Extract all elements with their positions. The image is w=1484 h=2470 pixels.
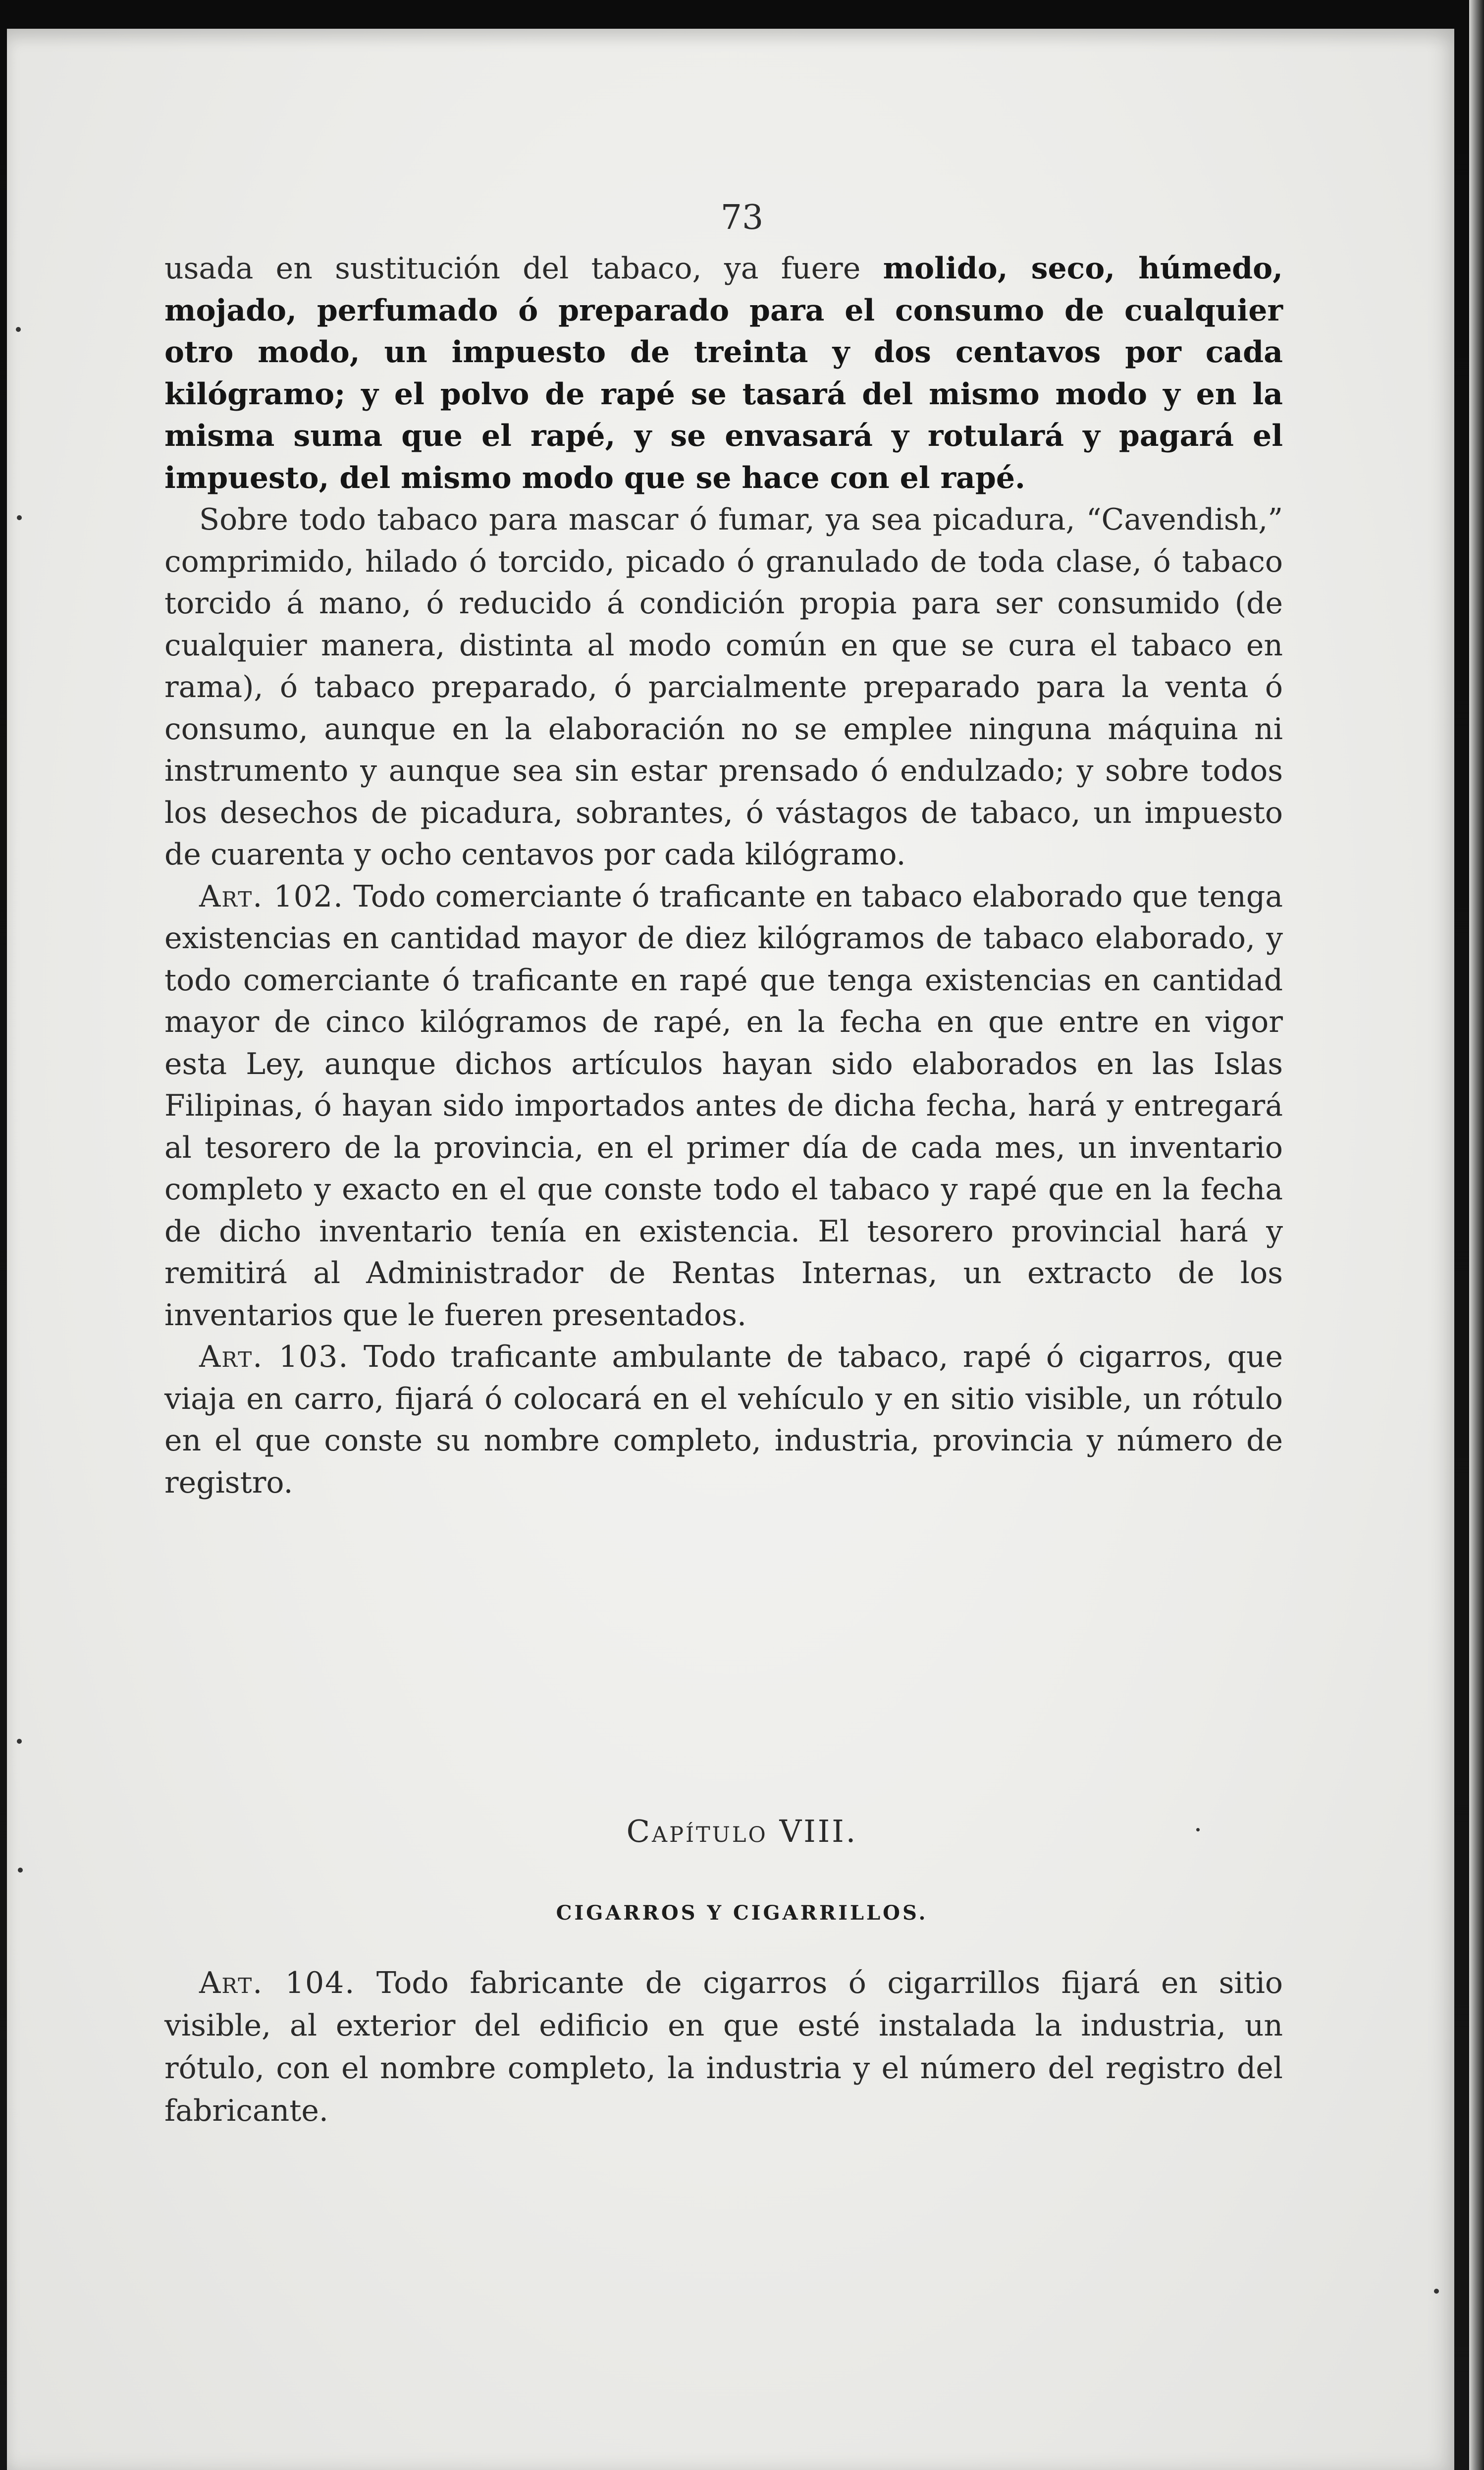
paragraph-text: usada en sustitución del tabaco, ya fuere (164, 251, 883, 286)
paragraph-text: Todo comerciante ó traficante en tabaco elaborado que tenga existencias en cantidad mayor de diez kilógramos de tabaco elaborado, y todo comerciante ó traficante en rapé que tenga existencias en cantidad mayor de cinco kilógramos de rapé, en la fecha en que entre en vigor esta Ley, aunque dichos artículos hayan sido elaborados en las Islas Filipinas, ó hayan sido importados antes de dicha fecha, hará y entregará al tesorero de la provincia, en el primer día de cada mes, un inventario completo y exacto en el que conste todo el tabaco y rapé que en la fecha de dicho inventario tenía en existencia. El tesorero provincial hará y remitirá al Administrador de Rentas Internas, un extracto de los inventarios que le fueren presentados. (164, 879, 1283, 1333)
paragraph-text: Todo traficante ambulante de tabaco, rapé ó cigarros, que viaja en carro, fijará ó colocará en el vehículo y en sitio visible, un rótulo en el que conste su nombre completo, industria, provincia y número de registro. (164, 1340, 1283, 1500)
speck (18, 1868, 23, 1873)
chapter-subtitle: CIGARROS Y CIGARRILLOS. (556, 1901, 928, 1925)
article-103 (164, 1336, 1283, 1503)
paragraph-text: Todo fabricante de cigarros ó cigarrillos fijará en sitio visible, al exterior del edificio en que esté instalada la industria, un rótulo, con el nombre completo, la industria y el número del registro del fabricante. (164, 1966, 1283, 2128)
body-text (164, 248, 1283, 1503)
article-102 (164, 876, 1283, 1337)
article-104 (164, 1962, 1283, 2132)
paragraph-text-bold: molido, seco, húmedo, mojado, perfumado ó preparado para el consumo de cualquier otro modo, un impuesto de treinta y dos centavos por cada kilógramo; y el polvo de rapé se tasará del mismo modo y en la misma suma que el rapé, y se envasará y rotulará y pagará el impuesto, del mismo modo que se hace con el rapé. (164, 251, 1283, 495)
article-number: Art. 103. (199, 1340, 349, 1374)
article-number: Art. 102. (199, 879, 344, 914)
paragraph-text: Sobre todo tabaco para mascar ó fumar, ya sea picadura, “Cavendish,” comprimido, hilado ó torcido, picado ó granulado de toda clase, ó tabaco torcido á mano, ó reducido á condición propia para ser consumido (de cualquier manera, distinta al modo común en que se cura el tabaco en rama), ó tabaco preparado, ó parcialmente preparado para la venta ó consumo, aunque en la elaboración no se emplee ninguna máquina ni instrumento y aunque sea sin estar prensado ó endulzado; y sobre todos los desechos de picadura, sobrantes, ó vástagos de tabaco, un impuesto de cuarenta y ocho centavos por cada kilógramo. (164, 502, 1283, 872)
speck (1434, 2289, 1439, 2294)
article-number: Art. 104. (199, 1966, 356, 2000)
body-text-2 (164, 1962, 1283, 2132)
speck (17, 1739, 22, 1744)
speck (16, 327, 21, 332)
paragraph (164, 499, 1283, 876)
chapter-title: Capítulo VIII. (626, 1813, 858, 1849)
binding-edge (1469, 0, 1484, 2470)
page-number: 73 (720, 198, 764, 237)
speck (17, 515, 22, 520)
paragraph (164, 248, 1283, 499)
